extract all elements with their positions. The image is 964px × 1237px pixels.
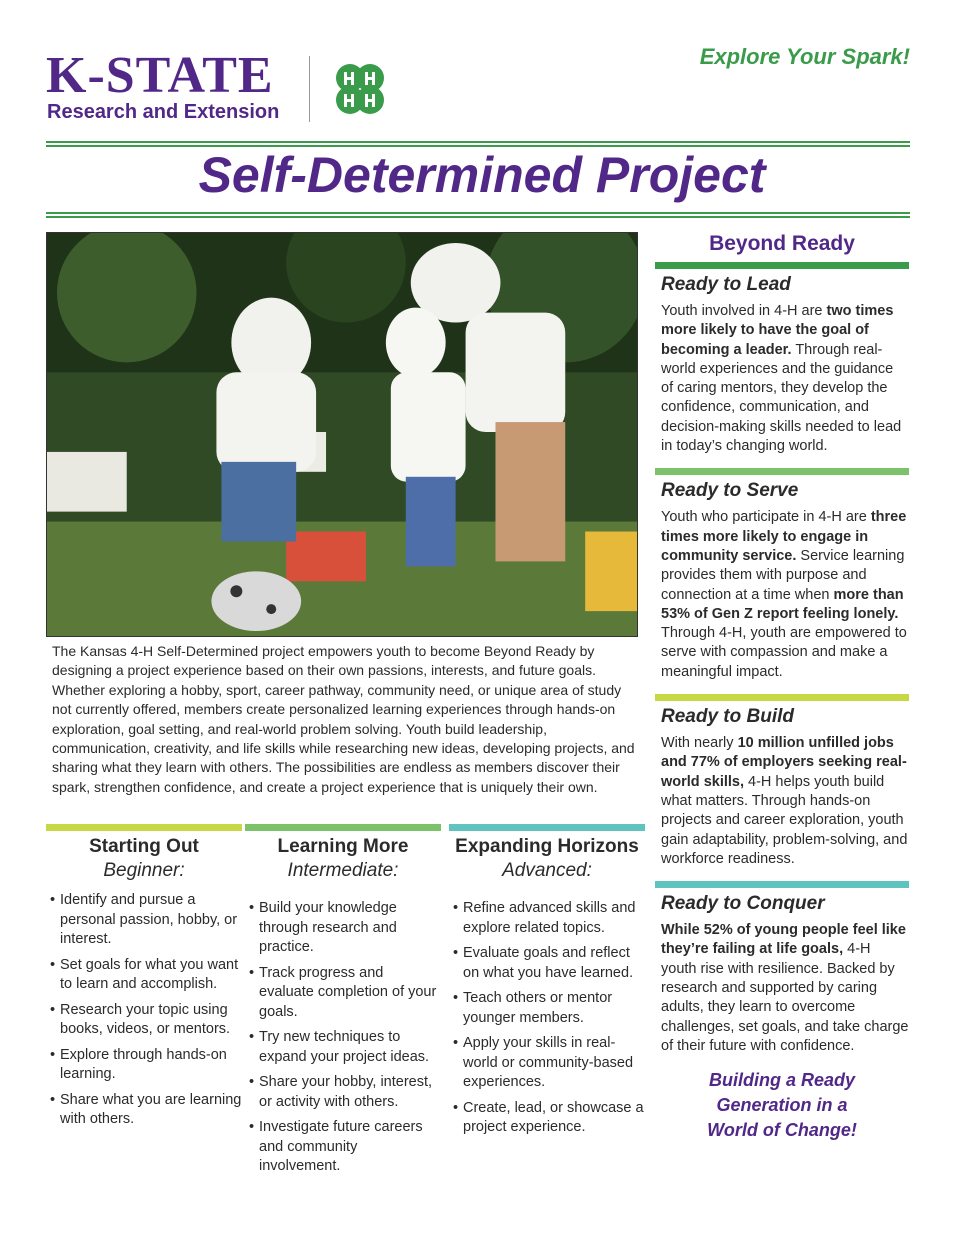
closing-line: Generation in a (716, 1095, 848, 1116)
section-text: Youth involved in 4-H are (661, 303, 827, 319)
intro-paragraph: The Kansas 4-H Self-Determined project empowers youth to become Beyond Ready by designing a project experience based on their own passions, interests, and future goals. Whether exploring a hobby, sport, career pathway, community need, or unique area of study not currently offered, members create personalized learning experiences through hands-on exploration, goal setting, and real-world problem solving. Youth build leadership, communication, creativity, and life skills while researching new ideas, developing projects, and sharing what they learn with others. The possibilities are endless as members discover their spark, strengthen confidence, and create a project experience that is uniquely their own. (52, 643, 635, 795)
level-bar (245, 824, 441, 831)
level-beginner (46, 824, 242, 1136)
section-highlight: three times more likely to engage in community service. (661, 509, 907, 564)
list-item: • Investigate future careers and community involvement. (245, 1118, 441, 1177)
closing-line: World of Change! (707, 1120, 857, 1141)
section-text: 4-H youth rise with resilience. Backed by research and supported by caring adults, they learn to overcome challenges, set goals, and take charge of their future with confidence. (661, 941, 909, 1054)
title-rule-bottom (46, 212, 910, 218)
section-highlight: 10 million unfilled jobs and 77% of employers seeking real-world skills, (661, 735, 907, 790)
section-title-conquer: Ready to Conquer (661, 893, 825, 915)
list-item: • Apply your skills in real-world or community-based experiences. (449, 1034, 645, 1093)
level-list (245, 899, 441, 1177)
level-advanced (449, 824, 645, 1144)
list-item: • Evaluate goals and reflect on what you have learned. (449, 944, 645, 983)
level-title: Expanding Horizons (455, 836, 639, 857)
section-highlight: more than 53% of Gen Z report feeling lonely. (661, 586, 904, 622)
section-text: Service learning provides them with purpose and connection at a time when (661, 547, 905, 603)
level-intermediate (245, 824, 441, 1183)
section-text: Through 4-H, youth are empowered to serve with compassion and make a meaningful impact. (661, 625, 907, 680)
section-title-lead: Ready to Lead (661, 274, 791, 295)
logo-subtitle: Research and Extension (47, 101, 280, 123)
beekeeping-photo (46, 232, 638, 637)
level-bar (449, 824, 645, 831)
section-text: With nearly (661, 735, 738, 752)
list-item: • Research your topic using books, videos, or mentors. (46, 1001, 242, 1040)
section-text: Through real-world experiences and the guidance of caring mentors, they develop the confidence, communication, and decision-making skills needed to lead in today’s changing world. (661, 341, 902, 455)
section-body-serve (661, 508, 909, 682)
kstate-logo: K-STATE (46, 47, 274, 104)
list-item: • Share what you are learning with others. (46, 1091, 242, 1130)
section-body-build (661, 734, 909, 869)
list-item: • Build your knowledge through research and practice. (245, 899, 441, 958)
section-bar (655, 262, 909, 269)
list-item: • Set goals for what you want to learn and accomplish. (46, 956, 242, 995)
section-title-build: Ready to Build (661, 706, 795, 728)
closing-slogan (655, 1068, 909, 1143)
closing-line: Building a Ready (708, 1070, 856, 1091)
list-item: • Teach others or mentor younger members. (449, 989, 645, 1028)
4h-clover-logo (324, 54, 396, 126)
section-bar (655, 694, 909, 701)
level-subtitle: Advanced: (502, 860, 592, 881)
list-item: • Create, lead, or showcase a project experience. (449, 1099, 645, 1138)
level-title: Starting Out (89, 836, 199, 857)
level-list (46, 891, 242, 1130)
page-title: Self-Determined Project (198, 147, 766, 203)
level-subtitle: Beginner: (103, 860, 185, 881)
section-highlight: two times more likely to have the goal of becoming a leader. (661, 303, 894, 358)
beyond-ready-sidebar (655, 228, 909, 1143)
list-item: • Try new techniques to expand your project ideas. (245, 1028, 441, 1067)
sidebar-heading: Beyond Ready (709, 232, 855, 255)
tagline: Explore Your Spark! (699, 44, 910, 69)
list-item: • Explore through hands-on learning. (46, 1046, 242, 1085)
level-bar (46, 824, 242, 831)
section-body-lead (661, 302, 909, 456)
section-text: Youth who participate in 4-H are (661, 509, 871, 526)
section-title-serve: Ready to Serve (661, 480, 799, 502)
logo-divider (309, 56, 310, 122)
section-text: 4-H helps youth build what matters. Through hands-on projects and career exploration, youth gain adaptability, problem-solving, and workforce readiness. (661, 773, 908, 867)
section-bar (655, 468, 909, 475)
section-bar (655, 881, 909, 888)
level-subtitle: Intermediate: (287, 860, 399, 881)
list-item: • Refine advanced skills and explore related topics. (449, 899, 645, 938)
list-item: • Identify and pursue a personal passion, hobby, or interest. (46, 891, 242, 950)
level-list (449, 899, 645, 1138)
list-item: • Track progress and evaluate completion of your goals. (245, 964, 441, 1023)
section-body-conquer (661, 921, 909, 1056)
level-title: Learning More (277, 836, 409, 857)
section-highlight: While 52% of young people feel like they’re failing at life goals, (661, 922, 906, 958)
list-item: • Share your hobby, interest, or activity with others. (245, 1073, 441, 1112)
